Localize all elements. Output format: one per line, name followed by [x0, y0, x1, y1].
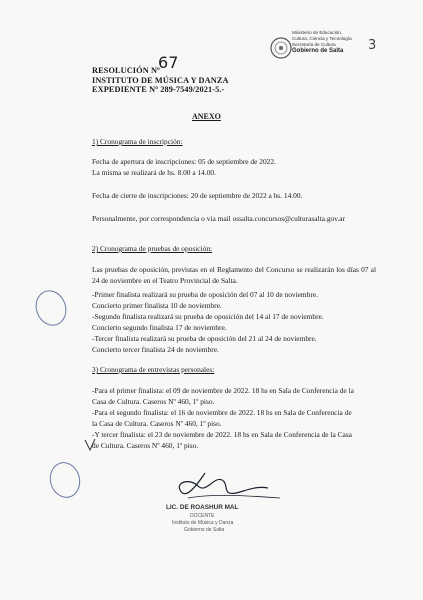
section3-line: -Y tercer finalista: el 23 de noviembre de 2022. 18 hs en Sala de Conferencia de la Casa	[92, 430, 352, 439]
section3-line: Casa de Cultura. Caseros Nº 460, 1º piso.	[92, 397, 215, 406]
section3-line: de Cultura. Caseros Nº 460, 1º piso.	[92, 441, 199, 450]
section2-line: -Primer finalista realizará su prueba de oposición del 07 al 10 de noviembre.	[92, 290, 318, 299]
section3-line: la Casa de Cultura. Caseros Nº 460, 1º piso.	[92, 419, 222, 428]
section2-intro: Las pruebas de oposición, previstas en el Reglamento del Concurso se realizarán los días 07 al 24 de noviembre en el Teatro Provincial de Salta.	[92, 265, 376, 285]
section1-line: La misma se realizará de hs. 8.00 a 14.00.	[92, 168, 216, 177]
document-header	[92, 53, 229, 95]
logo-line-2: Cultura, Ciencia y Tecnología	[292, 36, 352, 41]
folio-stamp	[46, 459, 84, 502]
handwritten-mark-icon	[84, 438, 96, 452]
section1-line: Fecha de apertura de inscripciones: 05 de septiembre de 2022.	[92, 157, 276, 166]
section2-line: Concierto primer finalista 10 de noviembre.	[92, 301, 222, 310]
signatory-role: DOCENTE	[190, 513, 215, 519]
section2-line: -Segundo finalista realizará su prueba de oposición del 14 al 17 de noviembre.	[92, 312, 324, 321]
resolution-label: RESOLUCIÓN Nº	[92, 66, 160, 75]
coat-of-arms-icon	[270, 28, 292, 68]
government-logo	[270, 28, 390, 72]
section2-line: -Tercer finalista realizará su prueba de oposición del 21 al 24 de noviembre.	[92, 334, 317, 343]
institute-name: INSTITUTO DE MÚSICA Y DANZA	[92, 75, 229, 85]
section1-email-line: Personalmente, por correspondencia o via mail ossalta.concursos@culturasalta.gov.ar	[92, 214, 346, 223]
handwritten-signature-icon	[150, 468, 290, 508]
signatory-org: Instituto de Música y Danza	[172, 520, 234, 526]
file-number: EXPEDIENTE Nº 289-7549/2021-5.-	[92, 85, 225, 95]
section2-line: Concierto segundo finalista 17 de noviembre.	[92, 323, 227, 332]
signatory-gov: Gobierno de Salta	[184, 527, 225, 533]
logo-government: Gobierno de Salta	[292, 48, 344, 54]
document-title: ANEXO	[192, 112, 221, 121]
section1-line: Fecha de cierre de inscripciones: 20 de septiembre de 2022 a hs. 14.00.	[92, 191, 303, 200]
section3-heading: 3) Cronograma de entrevistas personales:	[92, 365, 215, 374]
section1-heading: 1) Cronograma de inscripción:	[92, 137, 183, 146]
logo-line-3: Secretaría de Cultura	[292, 42, 336, 47]
signatory-name: LIC. DE ROASHUR MAL	[166, 504, 239, 511]
section3-line: -Para el segundo finalista: el 16 de noviembre de 2022. 18 hs en Sala de Conferencia de	[92, 408, 352, 417]
section3-line: -Para el primer finalista: el 09 de noviembre de 2022. 18 hs en Sala de Conferencia de la	[92, 386, 354, 395]
section2-heading: 2) Cronograma de pruebas de oposición:	[92, 244, 213, 253]
section2-line: Concierto tercer finalista 24 de noviembre.	[92, 345, 219, 354]
signature-block	[150, 468, 290, 540]
handwritten-folio-number: 3	[368, 38, 377, 53]
resolution-number: 67	[158, 53, 179, 72]
folio-stamp	[31, 286, 72, 330]
logo-line-1: Ministerio de Educación,	[292, 30, 343, 35]
